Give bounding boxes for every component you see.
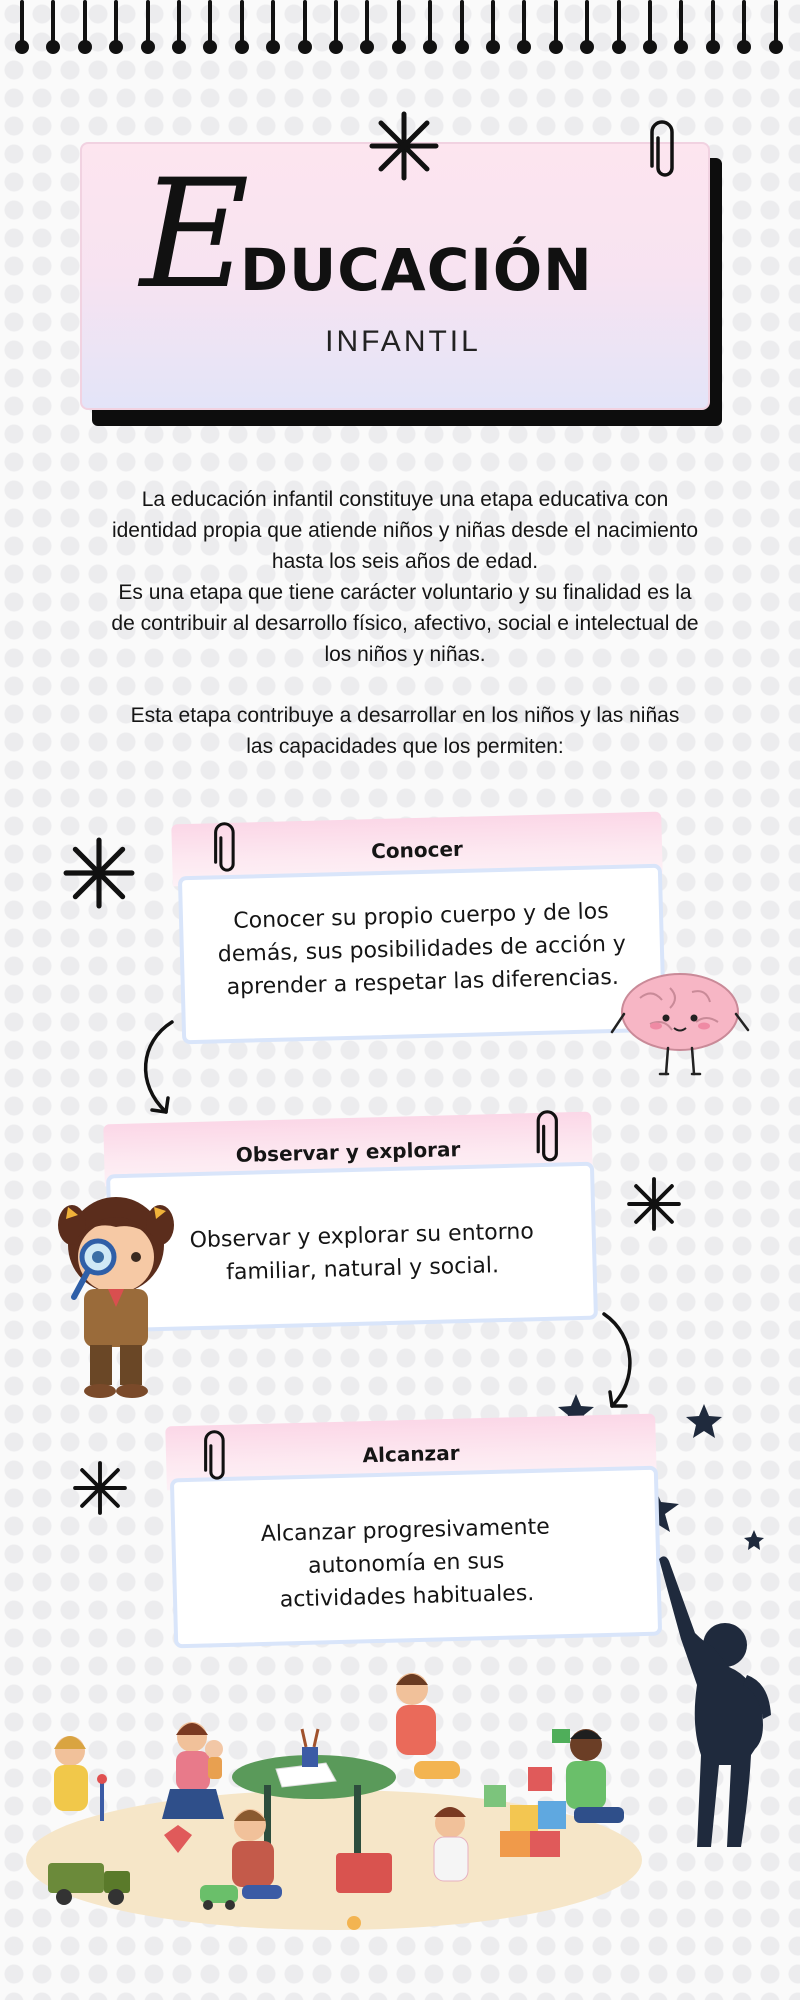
binding-hole — [737, 40, 751, 54]
binding-hole — [517, 40, 531, 54]
child-silhouette-illustration — [655, 1555, 775, 1855]
curved-arrow-icon — [130, 1018, 190, 1118]
children-playing-illustration — [14, 1665, 654, 1940]
card-title-observar: Observar y explorar — [235, 1137, 461, 1167]
intro-paragraph-3: Esta etapa contribuye a desarrollar en los niños y las niñas las capacidades que los permiten: — [130, 704, 680, 758]
card-title-alcanzar: Alcanzar — [362, 1440, 460, 1468]
card-body-conocer — [178, 864, 666, 1045]
binding-hole — [612, 40, 626, 54]
card-body-alcanzar — [170, 1466, 662, 1649]
card-text-conocer: Conocer su propio cuerpo y de los demás, sus posibilidades de acción y aprender a respetar las diferencias. — [217, 899, 627, 1001]
binding-hole — [643, 40, 657, 54]
binding-hole — [235, 40, 249, 54]
binding-hole — [266, 40, 280, 54]
binding-hole — [706, 40, 720, 54]
binding-hole — [46, 40, 60, 54]
card-title-conocer: Conocer — [370, 836, 464, 864]
card-text-observar: Observar y explorar su entorno familiar, natural y social. — [189, 1219, 535, 1286]
binding-hole — [549, 40, 563, 54]
binding-hole — [580, 40, 594, 54]
paperclip-icon — [202, 1430, 232, 1486]
binding-hole — [392, 40, 406, 54]
brain-mascot-illustration — [610, 968, 750, 1080]
binding-hole — [203, 40, 217, 54]
asterisk-star-icon — [626, 1176, 682, 1232]
binding-hole — [455, 40, 469, 54]
asterisk-star-icon — [72, 1460, 128, 1516]
spiral-binding — [0, 0, 800, 62]
binding-hole — [329, 40, 343, 54]
paperclip-icon — [212, 822, 242, 878]
girl-with-magnifier-illustration — [58, 1185, 188, 1403]
binding-hole — [674, 40, 688, 54]
intro-paragraph-2: Es una etapa que tiene carácter voluntario y su finalidad es la de contribuir al desarrollo físico, afectivo, social e intelectual de los niños y niñas. — [111, 581, 699, 666]
binding-hole — [360, 40, 374, 54]
page-title: DUCACIÓN — [240, 236, 593, 304]
binding-hole — [172, 40, 186, 54]
binding-hole — [141, 40, 155, 54]
paperclip-icon — [534, 1110, 566, 1168]
binding-hole — [486, 40, 500, 54]
binding-hole — [298, 40, 312, 54]
paperclip-icon — [648, 120, 682, 184]
binding-hole — [769, 40, 783, 54]
asterisk-star-icon — [368, 110, 440, 182]
intro-paragraph-1: La educación infantil constituye una etapa educativa con identidad propia que atiende niños y niñas desde el nacimiento hasta los seis años de edad. — [111, 488, 699, 573]
binding-hole — [109, 40, 123, 54]
card-text-alcanzar: Alcanzar progresivamente autonomía en sus actividades habituales. — [260, 1514, 551, 1613]
page-subtitle: INFANTIL — [325, 325, 481, 358]
binding-hole — [78, 40, 92, 54]
title-initial: E — [140, 148, 250, 322]
asterisk-star-icon — [62, 836, 136, 910]
binding-hole — [15, 40, 29, 54]
binding-hole — [423, 40, 437, 54]
